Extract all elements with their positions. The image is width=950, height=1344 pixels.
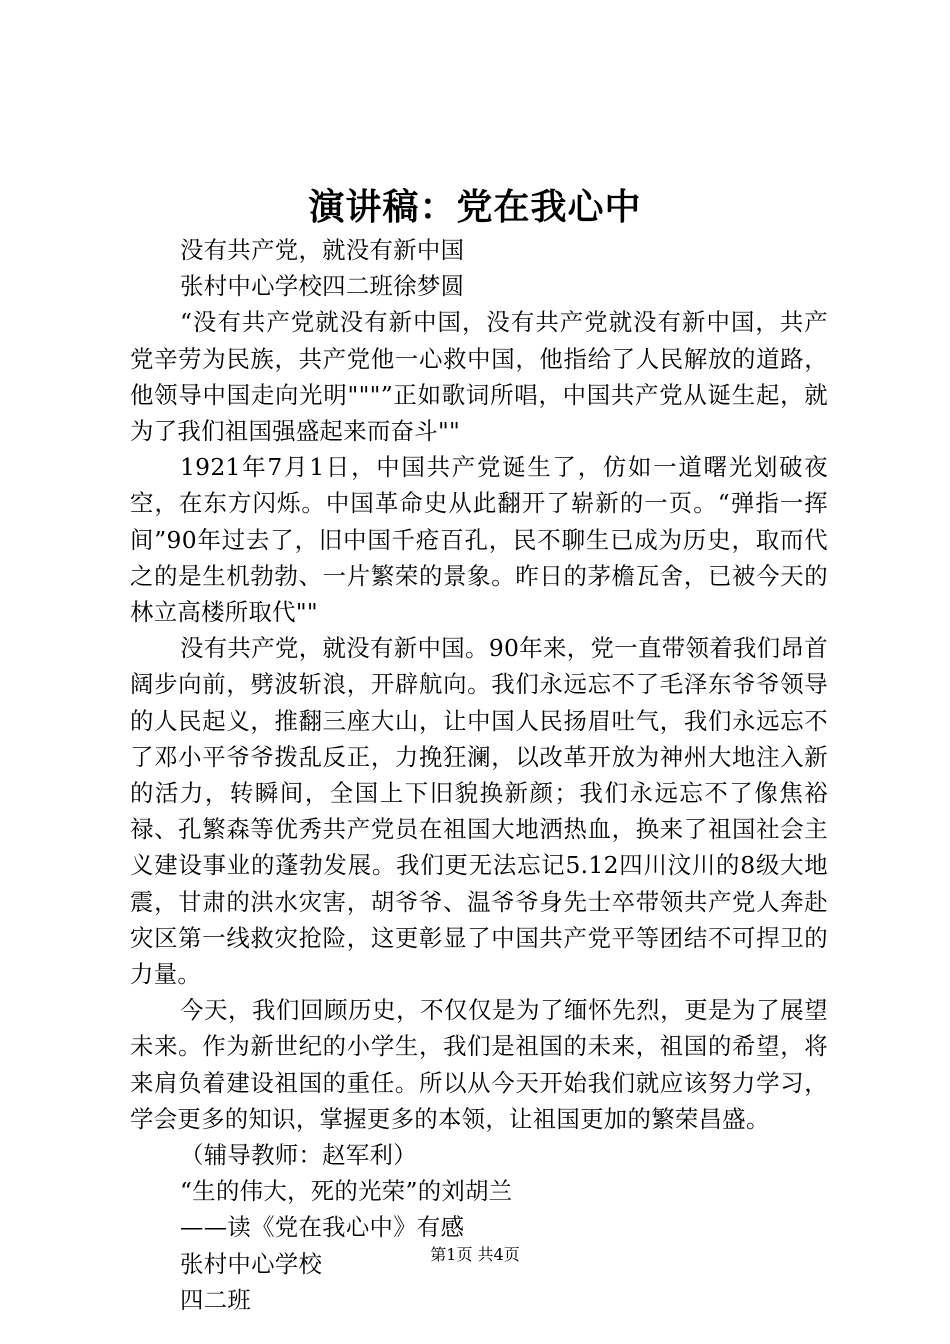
next-title-line: “生的伟大，死的光荣”的刘胡兰 [180,1177,513,1206]
next-school-line: 张村中心学校 [180,1249,323,1278]
page-footer: 第1页 共4页 [430,1245,520,1264]
paragraph-4: 今天，我们回顾历史，不仅仅是为了缅怀先烈，更是为了展望未来。作为新世纪的小学生，我们是祖国的未来，祖国的希望，将来肩负着建设祖国的重任。所以从今天开始我们就应该努力学习，学会更多的知识，掌握更多的本领，让祖国更加的繁荣昌盛。 [130,996,828,1133]
teacher-line: （辅导教师：赵军利） [180,1141,417,1170]
paragraph-1: “没有共产党就没有新中国，没有共产党就没有新中国，共产党辛劳为民族，共产党他一心救中国，他指给了人民解放的道路，他领导中国走向光明"""”正如歌词所唱，中国共产党从诞生起，就为了我们祖国强盛起来而奋斗"" [130,308,828,446]
subtitle-line: 没有共产党，就没有新中国 [180,236,465,264]
next-class-line: 四二班 [180,1285,252,1314]
document-body [130,232,828,1318]
paragraph-3: 没有共产党，就没有新中国。90年来，党一直带领着我们昂首阔步向前，劈波斩浪，开辟航向。我们永远忘不了毛泽东爷爷领导的人民起义，推翻三座大山，让中国人民扬眉吐气，我们永远忘不了邓小平爷爷拨乱反正，力挽狂澜，以改革开放为神州大地注入新的活力，转瞬间，全国上下旧貌换新颜；我们永远忘不了像焦裕禄、孔繁森等优秀共产党员在祖国大地洒热血，换来了祖国社会主义建设事业的蓬勃发展。我们更无法忘记5.12四川汶川的8级大地震，甘肃的洪水灾害，胡爷爷、温爷爷身先士卒带领共产党人奔赴灾区第一线救灾抢险，这更彰显了中国共产党平等团结不可捍卫的力量。 [130,634,828,989]
next-subtitle-line: ——读《党在我心中》有感 [180,1213,465,1242]
author-line: 张村中心学校四二班徐梦圆 [180,272,465,301]
document-title: 演讲稿：党在我心中 [308,186,642,228]
paragraph-2: 1921年7月1日，中国共产党诞生了，仿如一道曙光划破夜空，在东方闪烁。中国革命史从此翻开了崭新的一页。“弹指一挥间”90年过去了，旧中国千疮百孔，民不聊生已成为历史，取而代之的是生机勃勃、一片繁荣的景象。昨日的茅檐瓦舍，已被今天的林立高楼所取代"" [130,453,828,627]
